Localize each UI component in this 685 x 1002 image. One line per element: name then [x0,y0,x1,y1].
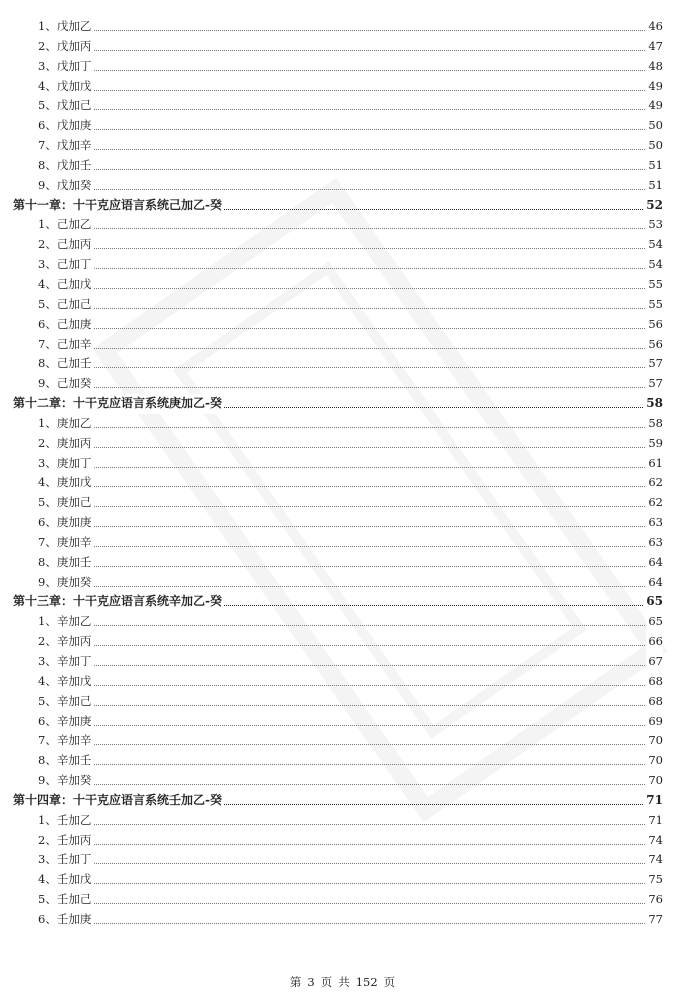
toc-item-row[interactable] [0,454,685,474]
toc-page-number: 56 [646,335,663,355]
toc-chapter-row[interactable] [0,196,685,216]
toc-entry-label: 4、戊加戊 [38,77,93,97]
toc-page-number: 64 [646,553,663,573]
dot-leader [38,467,645,468]
toc-entry-label: 6、戊加庚 [38,116,93,136]
dot-leader [38,586,645,587]
toc-entry-label: 4、辛加戊 [38,672,93,692]
toc-item-row[interactable] [0,831,685,851]
toc-entry-label: 9、己加癸 [38,374,93,394]
toc-item-row[interactable] [0,57,685,77]
toc-item-row[interactable] [0,533,685,553]
toc-page-number: 64 [646,573,663,593]
toc-item-row[interactable] [0,731,685,751]
toc-page-number: 50 [646,116,663,136]
footer-page-word: 页 [320,975,333,989]
toc-entry-label: 1、辛加乙 [38,612,93,632]
toc-entry-label: 8、庚加壬 [38,553,93,573]
toc-entry-label: 3、戊加丁 [38,57,93,77]
dot-leader [38,645,645,646]
toc-page-number: 61 [646,454,663,474]
toc-item-row[interactable] [0,315,685,335]
dot-leader [38,387,645,388]
toc-page-number: 58 [644,394,663,414]
dot-leader [38,169,645,170]
toc-page-number: 68 [646,672,663,692]
toc-entry-label: 2、庚加丙 [38,434,93,454]
toc-entry-label: 1、壬加乙 [38,811,93,831]
dot-leader [38,288,645,289]
toc-entry-label: 5、庚加己 [38,493,93,513]
toc-entry-label: 3、庚加丁 [38,454,93,474]
toc-item-row[interactable] [0,96,685,116]
toc-item-row[interactable] [0,354,685,374]
toc-entry-label: 3、己加丁 [38,255,93,275]
toc-entry-label: 2、壬加丙 [38,831,93,851]
toc-page-number: 67 [646,652,663,672]
toc-item-row[interactable] [0,573,685,593]
toc-page-number: 77 [646,910,663,930]
toc-entry-label: 6、辛加庚 [38,712,93,732]
toc-page-number: 59 [646,434,663,454]
toc-item-row[interactable] [0,473,685,493]
toc-page-number: 51 [646,156,663,176]
toc-page-number: 70 [646,731,663,751]
page-footer [0,974,685,990]
toc-entry-label: 7、辛加辛 [38,731,93,751]
toc-item-row[interactable] [0,275,685,295]
toc-page-number: 65 [644,592,663,612]
toc-entry-label: 3、壬加丁 [38,850,93,870]
footer-total-word: 共 [338,975,350,989]
dot-leader [38,883,645,884]
dot-leader [38,328,645,329]
toc-entry-label: 第十二章：十干克应语言系统庚加乙-癸 [13,394,224,414]
toc-item-row[interactable] [0,870,685,890]
dot-leader [38,228,645,229]
toc-item-row[interactable] [0,493,685,513]
toc-page-number: 62 [646,473,663,493]
toc-entry-label: 5、戊加己 [38,96,93,116]
toc-page-number: 68 [646,692,663,712]
toc-entry-label: 第十一章：十干克应语言系统己加乙-癸 [13,196,224,216]
toc-page-number: 57 [646,374,663,394]
dot-leader [38,447,645,448]
toc-entry-label: 1、己加乙 [38,215,93,235]
toc-entry-label: 2、戊加丙 [38,37,93,57]
toc-entry-label: 7、庚加辛 [38,533,93,553]
toc-item-row[interactable] [0,255,685,275]
footer-page-word-2: 页 [383,975,396,989]
toc-page-number: 46 [646,17,663,37]
toc-item-row[interactable] [0,751,685,771]
toc-item-row[interactable] [0,612,685,632]
toc-page-number: 47 [646,37,663,57]
toc-entry-label: 4、庚加戊 [38,473,93,493]
toc-item-row[interactable] [0,215,685,235]
toc-item-row[interactable] [0,37,685,57]
toc-entry-label: 1、庚加乙 [38,414,93,434]
toc-page-number: 49 [646,96,663,116]
toc-entry-label: 5、壬加己 [38,890,93,910]
toc-entry-label: 2、辛加丙 [38,632,93,652]
dot-leader [38,30,645,31]
toc-item-row[interactable] [0,295,685,315]
toc-page-number: 53 [646,215,663,235]
toc-page-number: 74 [646,850,663,870]
dot-leader [38,546,645,547]
toc-entry-label: 6、己加庚 [38,315,93,335]
toc-page-number: 50 [646,136,663,156]
toc-entry-label: 4、己加戊 [38,275,93,295]
toc-entry-label: 5、辛加己 [38,692,93,712]
toc-entry-label: 第十三章：十干克应语言系统辛加乙-癸 [13,592,224,612]
dot-leader [38,844,645,845]
toc-item-row[interactable] [0,672,685,692]
toc-page-number: 71 [644,791,663,811]
toc-page-number: 52 [644,196,663,216]
toc-entry-label: 8、己加壬 [38,354,93,374]
dot-leader [38,744,645,745]
toc-entry-label: 6、庚加庚 [38,513,93,533]
toc-page-number: 54 [646,235,663,255]
toc-item-row[interactable] [0,712,685,732]
dot-leader [38,129,645,130]
toc-entry-label: 6、壬加庚 [38,910,93,930]
toc-page-number: 62 [646,493,663,513]
toc-entry-label: 9、庚加癸 [38,573,93,593]
dot-leader [38,109,645,110]
toc-page-number: 55 [646,275,663,295]
footer-total-pages: 152 [355,975,378,989]
toc-entry-label: 9、戊加癸 [38,176,93,196]
toc-page-number: 48 [646,57,663,77]
toc-item-row[interactable] [0,156,685,176]
dot-leader [38,923,645,924]
table-of-contents [0,17,685,930]
toc-item-row[interactable] [0,335,685,355]
toc-entry-label: 第十四章：十干克应语言系统壬加乙-癸 [13,791,224,811]
footer-prefix: 第 [289,975,302,989]
toc-page-number: 63 [646,533,663,553]
toc-item-row[interactable] [0,513,685,533]
toc-item-row[interactable] [0,652,685,672]
dot-leader [38,566,645,567]
toc-entry-label: 3、辛加丁 [38,652,93,672]
toc-page-number: 54 [646,255,663,275]
toc-item-row[interactable] [0,771,685,791]
toc-chapter-row[interactable] [0,394,685,414]
dot-leader [38,486,645,487]
dot-leader [38,90,645,91]
toc-item-row[interactable] [0,890,685,910]
toc-entry-label: 9、辛加癸 [38,771,93,791]
dot-leader [38,308,645,309]
toc-item-row[interactable] [0,136,685,156]
toc-item-row[interactable] [0,414,685,434]
toc-entry-label: 7、戊加辛 [38,136,93,156]
toc-item-row[interactable] [0,632,685,652]
toc-entry-label: 8、戊加壬 [38,156,93,176]
toc-page-number: 74 [646,831,663,851]
dot-leader [38,863,645,864]
toc-item-row[interactable] [0,850,685,870]
toc-page-number: 49 [646,77,663,97]
toc-page-number: 65 [646,612,663,632]
toc-item-row[interactable] [0,692,685,712]
toc-page-number: 66 [646,632,663,652]
toc-item-row[interactable] [0,374,685,394]
toc-page-number: 63 [646,513,663,533]
toc-entry-label: 4、壬加戊 [38,870,93,890]
dot-leader [38,665,645,666]
toc-chapter-row[interactable] [0,791,685,811]
toc-page-number: 70 [646,751,663,771]
toc-entry-label: 2、己加丙 [38,235,93,255]
dot-leader [38,784,645,785]
dot-leader [38,248,645,249]
toc-page-number: 55 [646,295,663,315]
toc-page-number: 57 [646,354,663,374]
dot-leader [38,903,645,904]
dot-leader [38,506,645,507]
dot-leader [38,824,645,825]
toc-item-row[interactable] [0,77,685,97]
dot-leader [38,764,645,765]
dot-leader [38,705,645,706]
dot-leader [38,70,645,71]
toc-page-number: 58 [646,414,663,434]
dot-leader [38,526,645,527]
toc-page-number: 71 [646,811,663,831]
toc-item-row[interactable] [0,811,685,831]
toc-page-number: 76 [646,890,663,910]
toc-item-row[interactable] [0,434,685,454]
toc-item-row[interactable] [0,235,685,255]
toc-chapter-row[interactable] [0,592,685,612]
toc-entry-label: 5、己加己 [38,295,93,315]
toc-page-number: 69 [646,712,663,732]
dot-leader [38,268,645,269]
toc-entry-label: 8、辛加壬 [38,751,93,771]
dot-leader [38,348,645,349]
dot-leader [38,367,645,368]
toc-page-number: 56 [646,315,663,335]
dot-leader [38,725,645,726]
toc-page-number: 75 [646,870,663,890]
toc-entry-label: 1、戊加乙 [38,17,93,37]
toc-page-number: 70 [646,771,663,791]
toc-item-row[interactable] [0,176,685,196]
dot-leader [38,189,645,190]
dot-leader [38,625,645,626]
toc-item-row[interactable] [0,553,685,573]
footer-current-page: 3 [307,975,315,989]
toc-entry-label: 7、己加辛 [38,335,93,355]
toc-item-row[interactable] [0,910,685,930]
toc-item-row[interactable] [0,116,685,136]
dot-leader [38,685,645,686]
dot-leader [38,50,645,51]
toc-page-number: 51 [646,176,663,196]
toc-item-row[interactable] [0,17,685,37]
dot-leader [38,427,645,428]
dot-leader [38,149,645,150]
